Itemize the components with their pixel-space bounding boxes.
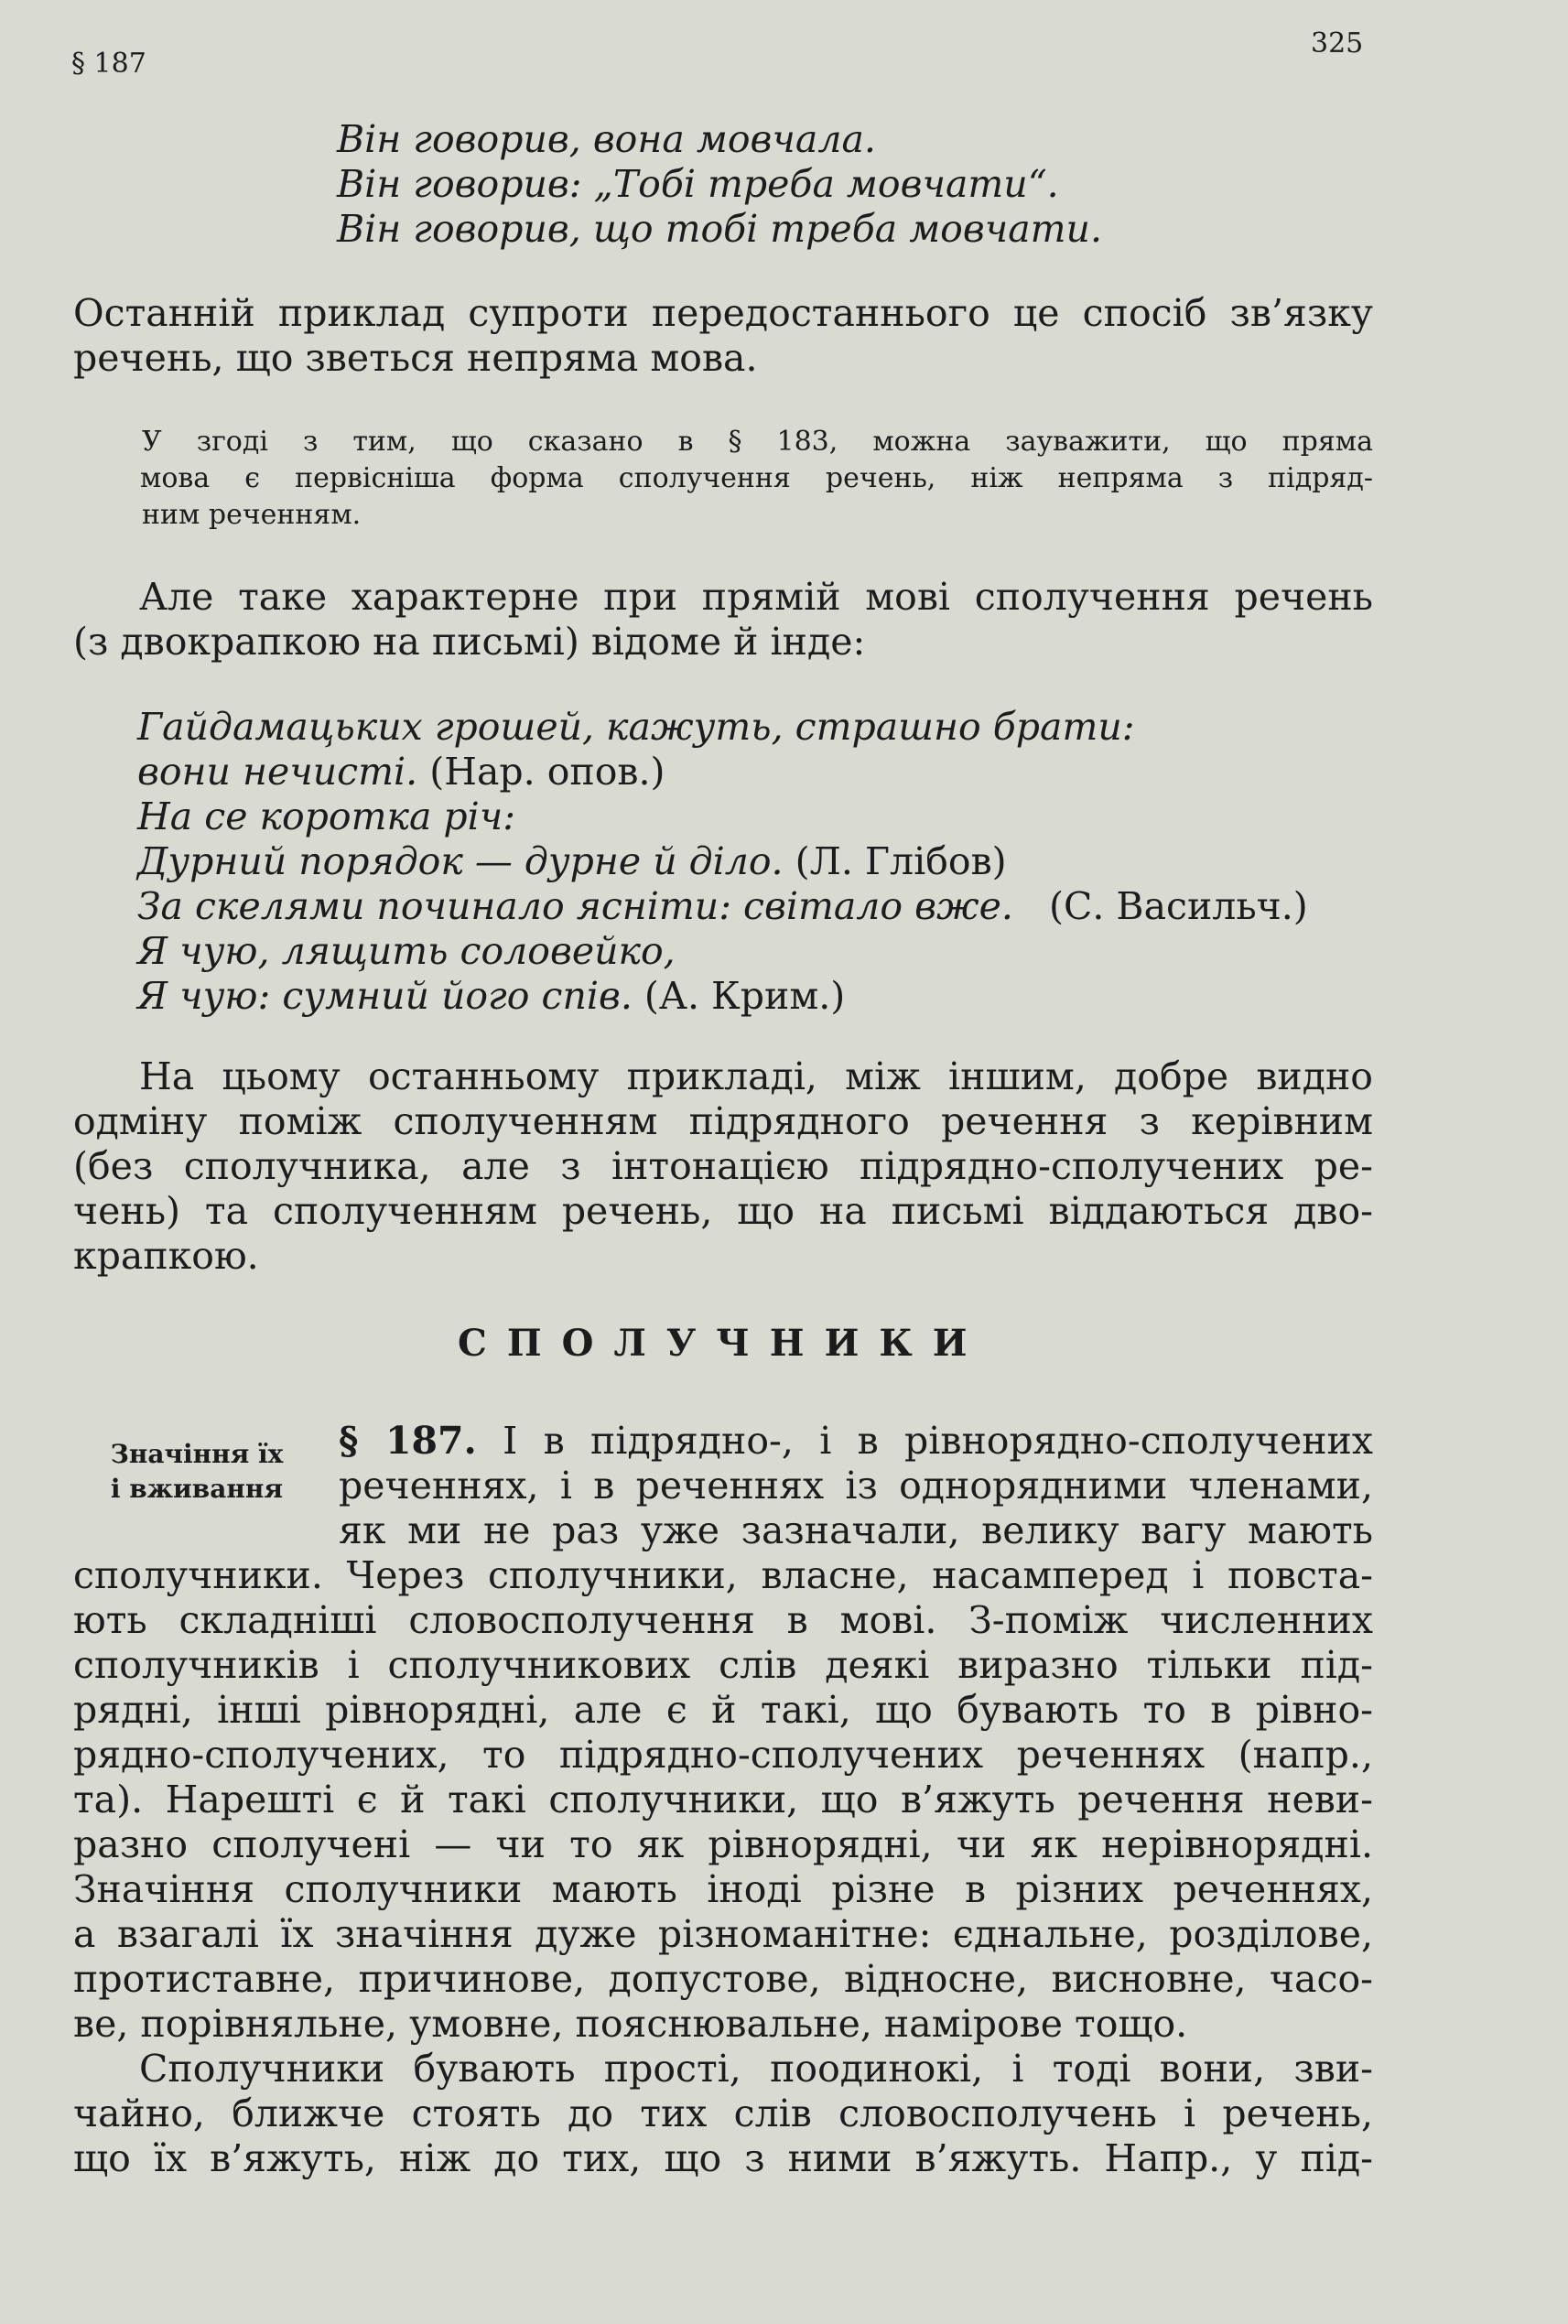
- note-line: ним реченням.: [142, 499, 362, 531]
- text-line: (без сполучника, але з інтонацією підрядно-сполучених ре-: [73, 1144, 1373, 1188]
- text-line: чень) та сполученням речень, що на письмі віддаються дво-: [73, 1189, 1373, 1233]
- text-line: та). Нарешті є й такі сполучники, що в’яжуть речення неви-: [73, 1778, 1373, 1821]
- text-line: протиставне, причинове, допустове, відносне, висновне, часо-: [73, 1957, 1373, 2001]
- text-span: І в підрядно-, і в рівнорядно-сполучених: [503, 1419, 1373, 1463]
- text-line: реченнях, і в реченнях із однорядними членами,: [339, 1464, 1373, 1508]
- section-marker: § 187: [71, 48, 146, 80]
- text-line: Сполучники бувають прості, поодинокі, і тоді вони, зви-: [139, 2047, 1373, 2091]
- section-heading: СПОЛУЧНИКИ: [458, 1322, 988, 1365]
- text-line: На цьому останньому прикладі, між іншим, добре видно: [139, 1054, 1373, 1098]
- text-line: [339, 1419, 1373, 1464]
- example-source: (А. Крим.): [632, 974, 846, 1018]
- example-text: вони нечисті.: [137, 750, 418, 794]
- paragraph-4: [73, 1553, 1373, 2047]
- example-text: За скелями починало ясніти: світало вже.: [137, 884, 1013, 928]
- text-line: сполучники. Через сполучники, власне, насамперед і повста-: [73, 1553, 1373, 1597]
- text-line: сполучників і сполучникових слів деякі виразно тільки під-: [73, 1643, 1373, 1687]
- paragraph-5: [73, 2047, 1373, 2181]
- paragraph-1: [73, 291, 1373, 381]
- paragraph-4-indent: [339, 1419, 1373, 1553]
- example-text: На се коротка річ:: [137, 794, 516, 838]
- text-line: разно сполучені — чи то як рівнорядні, чи як нерівнорядні.: [73, 1822, 1373, 1866]
- example-line: Він говорив: „Тобі треба мовчати“.: [337, 162, 1059, 206]
- text-line: крапкою.: [73, 1234, 259, 1278]
- text-line: ють складніші словосполучення в мові. З-поміж численних: [73, 1598, 1373, 1642]
- text-line: Значіння сполучники мають іноді різне в різних реченнях,: [73, 1867, 1373, 1911]
- margin-note-line: Значіння їх: [110, 1439, 284, 1469]
- example-source: (Л. Глібов): [783, 839, 1007, 883]
- example-line: Він говорив, що тобі треба мовчати.: [337, 207, 1102, 251]
- text-line: речень, що зветься непряма мова.: [73, 336, 758, 380]
- text-line: (з двокрапкою на письмі) відоме й інде:: [73, 620, 866, 664]
- text-line: Але таке характерне при прямій мові сполучення речень: [139, 575, 1373, 619]
- text-line: одміну поміж сполученням підрядного речення з керівним: [73, 1099, 1373, 1143]
- text-line: ве, порівняльне, умовне, пояснювальне, намірове тощо.: [73, 2002, 1188, 2046]
- examples: [137, 705, 1308, 1019]
- example-text: Я чую: сумний його спів.: [137, 974, 633, 1018]
- text-line: рядно-сполучених, то підрядно-сполучених реченнях (напр.,: [73, 1733, 1373, 1777]
- text-line: рядні, інші рівнорядні, але є й такі, що бувають то в рівно-: [73, 1688, 1373, 1732]
- margin-note: [87, 1437, 307, 1507]
- text-line: а взагалі їх значіння дуже різноманітне: єднальне, розділове,: [73, 1912, 1373, 1956]
- example-text: Дурний порядок — дурне й діло.: [137, 839, 784, 883]
- margin-note-line: і вживання: [110, 1474, 284, 1504]
- note-line: У згоді з тим, що сказано в § 183, можна зауважити, що пряма: [142, 426, 1373, 458]
- paragraph-3: [73, 1054, 1373, 1279]
- note-line: мова є первісніша форма сполучення речень, ніж непряма з підряд-: [140, 462, 1373, 494]
- text-line: як ми не раз уже зазначали, велику вагу мають: [339, 1508, 1373, 1552]
- text-line: що їх в’яжуть, ніж до тих, що з ними в’яжуть. Напр., у під-: [73, 2136, 1373, 2180]
- paragraph-2: [73, 575, 1373, 665]
- examples-top: [337, 117, 1102, 252]
- example-text: Я чую, лящить соловейко,: [137, 929, 676, 973]
- text-line: чайно, ближче стоять до тих слів словосполучень і речень,: [73, 2092, 1373, 2135]
- example-source: (Нар. опов.): [417, 750, 665, 794]
- page-number: 325: [1311, 27, 1364, 59]
- text-line: Останній приклад супроти передостаннього це спосіб зв’язку: [73, 291, 1373, 335]
- example-line: Він говорив, вона мовчала.: [337, 117, 876, 161]
- example-text: Гайдамацьких грошей, кажуть, страшно брати:: [137, 705, 1135, 749]
- section-number: § 187.: [339, 1419, 477, 1463]
- example-source: (С. Васильч.): [1012, 884, 1308, 928]
- note: [142, 424, 1373, 534]
